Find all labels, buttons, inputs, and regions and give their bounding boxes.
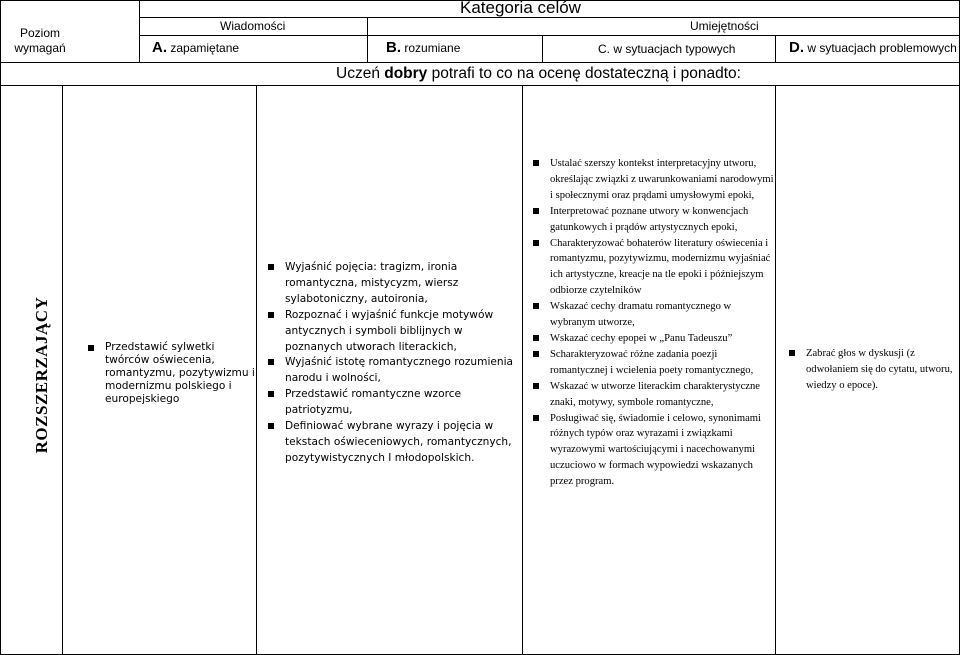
uczen-pre: Uczeń bbox=[336, 65, 380, 82]
col-a-cell bbox=[87, 341, 255, 406]
bullet-icon bbox=[533, 160, 539, 166]
poziom-label bbox=[0, 26, 80, 56]
col-c-cell bbox=[532, 156, 774, 490]
bullet-icon bbox=[268, 264, 274, 270]
bullet-icon bbox=[268, 391, 274, 397]
col-b-item-text: Przedstawić romantyczne wzorce patriotyzmu, bbox=[285, 388, 462, 417]
col-divider-1 bbox=[139, 0, 140, 63]
category-d bbox=[789, 40, 957, 56]
divider-abcd bbox=[139, 35, 960, 36]
col-c-item-text: Ustalać szerszy kontekst interpretacyjny utworu, określając związki z uwarunkowaniami narodowymi i społecznymi oraz prądami umysłowymi epoki, bbox=[550, 158, 774, 201]
level-label: ROZSZERZAJĄCY bbox=[32, 296, 51, 454]
col-c-item-text: Wskazać cechy dramatu romantycznego w wybranym utworze, bbox=[550, 301, 732, 329]
wiadomosci-header: Wiadomości bbox=[220, 19, 286, 33]
list-item bbox=[532, 331, 774, 347]
list-item bbox=[267, 308, 521, 356]
list-item bbox=[532, 347, 774, 379]
col-divider-2 bbox=[367, 17, 368, 63]
uczen-post: potrafi to co na ocenę dostateczną i ponadto: bbox=[431, 65, 741, 82]
bullet-icon bbox=[533, 240, 539, 246]
list-item bbox=[532, 236, 774, 300]
category-d-letter: D. bbox=[789, 39, 804, 56]
category-b-letter: B. bbox=[386, 39, 401, 56]
col-b-item-text: Wyjaśnić pojęcia: tragizm, ironia romantyczna, mistycyzm, wiersz sylabotoniczny, autoironia, bbox=[285, 261, 459, 305]
category-c: C. w sytuacjach typowych bbox=[598, 42, 736, 56]
divider-uczen-bottom bbox=[0, 85, 960, 86]
bullet-icon bbox=[789, 350, 795, 356]
category-b bbox=[386, 40, 460, 56]
category-a-letter: A. bbox=[152, 39, 167, 56]
uczen-grade: dobry bbox=[384, 65, 428, 82]
bullet-icon bbox=[533, 208, 539, 214]
col-a-item-text: Przedstawić sylwetki twórców oświecenia, romantyzmu, pozytywizmu i modernizmu polskiego i europejskiego bbox=[105, 341, 255, 405]
uczen-row bbox=[336, 65, 741, 83]
col-c-item-text: Wskazać cechy epopei w „Panu Tadeuszu” bbox=[550, 332, 733, 344]
col-divider-4b bbox=[775, 85, 776, 655]
umiejetnosci-header: Umiejętności bbox=[690, 19, 759, 33]
bullet-icon bbox=[268, 423, 274, 429]
category-b-text: rozumiane bbox=[404, 41, 461, 55]
col-a-list bbox=[87, 341, 255, 406]
bullet-icon bbox=[88, 345, 94, 351]
list-item bbox=[532, 156, 774, 204]
col-c-item-text: Charakteryzować bohaterów literatury oświecenia i romantyzmu, pozytywizmu, modernizmu wyjaśniać ich artystyczne, kreacje na tle epoki i późniejszym odbiorze czytelników bbox=[550, 237, 771, 297]
col-c-list bbox=[532, 156, 774, 490]
poziom-text: Poziom bbox=[19, 26, 60, 40]
level-cell bbox=[22, 296, 62, 454]
col-divider-3 bbox=[542, 35, 543, 63]
bullet-icon bbox=[268, 312, 274, 318]
bullet-icon bbox=[533, 351, 539, 357]
list-item bbox=[87, 341, 255, 406]
kategoria-title: Kategoria celów bbox=[460, 0, 581, 17]
col-c-item-text: Interpretować poznane utwory w konwencjach gatunkowych i prądów artystycznych epoki, bbox=[550, 205, 749, 233]
col-c-item-text: Wskazać w utworze literackim charakterystyczne znaki, motywy, symbole romantyczne, bbox=[550, 380, 760, 408]
col-d-item-text: Zabrać głos w dyskusji (z odwołaniem się do cytatu, utworu, wiedzy o epoce). bbox=[806, 348, 953, 391]
list-item bbox=[267, 387, 521, 419]
col-divider-3b bbox=[522, 85, 523, 655]
list-item bbox=[267, 260, 521, 308]
wymagan-text: wymagań bbox=[14, 41, 66, 55]
category-a bbox=[152, 40, 239, 56]
col-b-item-text: Definiować wybrane wyrazy i pojęcia w tekstach oświeceniowych, romantycznych, pozytywistycznych I młodopolskich. bbox=[285, 420, 512, 464]
table-border-left bbox=[0, 0, 1, 655]
list-item bbox=[788, 346, 958, 394]
col-c-item-text: Scharakteryzować różne zadania poezji romantycznej i wcielenia poety romantycznego, bbox=[550, 348, 754, 376]
list-item bbox=[532, 379, 774, 411]
col-b-cell bbox=[267, 260, 521, 467]
category-d-text: w sytuacjach problemowych bbox=[807, 41, 957, 55]
col-b-item-text: Rozpoznać i wyjaśnić funkcje motywów antycznych i symboli biblijnych w poznanych utworach literackich, bbox=[285, 308, 494, 353]
list-item bbox=[267, 419, 521, 467]
col-c-item-text: Posługiwać się, świadomie i celowo, synonimami różnych typów oraz wyrazami i związkami wyrazowymi wartościującymi i nacechowanymi uczuciowo w formach wypowiedzi wskazanych przez program. bbox=[550, 412, 761, 488]
list-item bbox=[267, 355, 521, 387]
col-divider-4 bbox=[775, 35, 776, 63]
col-divider-1b bbox=[62, 85, 63, 655]
bullet-icon bbox=[533, 383, 539, 389]
bullet-icon bbox=[533, 415, 539, 421]
col-divider-2b bbox=[256, 85, 257, 655]
col-b-item-text: Wyjaśnić istotę romantycznego rozumienia narodu i wolności, bbox=[285, 356, 514, 385]
col-d-cell bbox=[788, 346, 958, 394]
bullet-icon bbox=[533, 335, 539, 341]
list-item bbox=[532, 411, 774, 491]
list-item bbox=[532, 204, 774, 236]
col-b-list bbox=[267, 260, 521, 467]
bullet-icon bbox=[533, 303, 539, 309]
category-a-text: zapamiętane bbox=[170, 41, 240, 55]
col-d-list bbox=[788, 346, 958, 394]
list-item bbox=[532, 299, 774, 331]
divider-uczen-top bbox=[0, 62, 960, 63]
bullet-icon bbox=[268, 359, 274, 365]
